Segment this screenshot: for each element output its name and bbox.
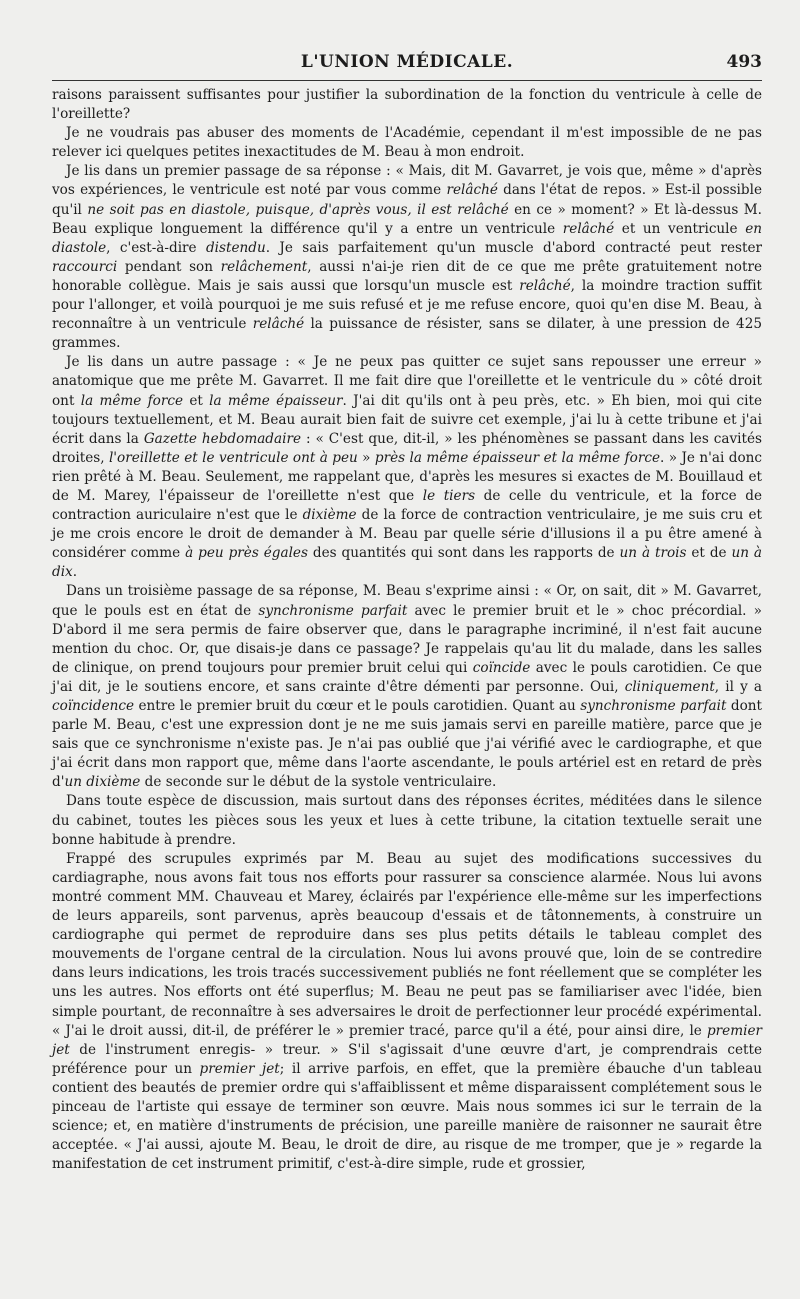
- text-run: ; il arrive parfois, en effet, que la première ébauche d'un tableau contient des beautés de premier ordre qui s'affaiblissent et même disparaissent complétement sous le pinceau de l'artiste qui essaye de terminer son œuvre. Mais nous sommes ici sur le terrain de la science; et, en matière d'instruments de précision, une pareille manière de raisonner ne saurait être acceptée. « J'ai aussi, ajoute M. Beau, le droit de dire, au risque de me tromper, que je » regarde la manifestation de cet instrument primitif, c'est-à-dire simple, rude et grossier,: [52, 1060, 762, 1173]
- header-rule: [52, 80, 762, 81]
- text-run: pendant son: [117, 258, 221, 275]
- italic-text: coïncide: [472, 659, 531, 676]
- text-run: avec le pouls carotidien. Ce que j'ai dit, je le soutiens encore, et sans crainte d'être démenti par personne. Oui,: [52, 659, 762, 695]
- italic-text: relâché: [446, 182, 498, 199]
- italic-text: relâché: [252, 316, 305, 333]
- text-run: . Je sais parfaitement qu'un muscle d'abord contracté peut rester: [265, 239, 762, 256]
- text-run: Je lis dans un autre passage : « Je ne peux pas quitter ce sujet sans repousser une erreur » anatomique que me prête M. Gavarret. Il me fait dire que l'oreillette et le ventricule du » côté droit ont: [52, 354, 762, 409]
- italic-text: à peu près égales: [185, 545, 308, 562]
- text-run: Je lis dans un premier passage de sa réponse : « Mais, dit M. Gavarret, je vois que, même » d'après vos expériences, le ventricule est noté par vous comme: [52, 163, 762, 199]
- italic-text: distendu: [205, 239, 266, 256]
- italic-text: premier jet: [199, 1060, 280, 1077]
- italic-text: raccourci: [52, 258, 118, 275]
- italic-text: près la même épaisseur et la même force: [374, 449, 661, 466]
- text-run: Dans un troisième passage de sa réponse, M. Beau s'exprime ainsi : « Or, on sait, dit » M. Gavarret, que le pouls est en état de: [52, 583, 762, 619]
- running-title: L'UNION MÉDICALE.: [300, 52, 514, 72]
- italic-text: ne soit pas en diastole, puisque, d'après vous, il est relâché: [87, 201, 509, 218]
- text-run: raisons paraissent suffisantes pour justifier la subordination de la fonction du ventricule à celle de l'oreillette?: [52, 87, 762, 123]
- italic-text: coïncidence: [52, 698, 135, 714]
- text-run: de seconde sur le début de la systole ventriculaire.: [140, 774, 497, 791]
- text-run: , il y a: [714, 678, 762, 695]
- paragraph: [52, 86, 762, 124]
- paragraph: [52, 850, 762, 1175]
- italic-text: premier jet: [52, 1022, 762, 1058]
- italic-text: relâchement: [220, 258, 308, 275]
- paragraph: [52, 353, 762, 582]
- italic-text: un à dix: [52, 545, 763, 581]
- text-run: entre le premier bruit du cœur et le pouls carotidien. Quant au: [134, 698, 581, 714]
- italic-text: synchronisme parfait: [580, 698, 727, 714]
- text-run: . » Je n'ai donc rien prêté à M. Beau. Seulement, me rappelant que, d'après les mesures si exactes de M. Bouillaud et de M. Marey, l'épaisseur de l'oreillette n'est que: [52, 449, 762, 504]
- text-run: la puissance de résister, sans se dilater, à une pression de 425 grammes.: [52, 316, 762, 352]
- italic-text: en diastole: [52, 220, 762, 256]
- text-run: avec le premier bruit et le » choc précordial. » D'abord il me sera permis de faire observer que, dans le paragraphe incriminé, il n'est fait aucune mention du choc. Or, que disais-je dans ce passage? Je rappelais qu'au lit du malade, dans les salles de clinique, on prend toujours pour premier bruit celui qui: [52, 602, 763, 676]
- italic-text: relâché: [562, 220, 615, 237]
- text-run: et: [183, 392, 210, 409]
- article-body: [52, 86, 762, 1174]
- text-run: , la moindre traction suffit pour l'allonger, et voilà pourquoi je me suis refusé et je me refuse encore, quoi qu'en dise M. Beau, à reconnaître à un ventricule: [52, 277, 762, 333]
- text-run: de l'instrument enregis- » treur. » S'il s'agissait d'une œuvre d'art, je comprendrais cette préférence pour un: [52, 1041, 762, 1077]
- italic-text: relâché: [519, 277, 571, 294]
- text-run: .: [72, 564, 78, 581]
- italic-text: cliniquement: [624, 678, 715, 695]
- paragraph: [52, 792, 762, 849]
- italic-text: la même épaisseur: [209, 392, 343, 409]
- text-run: dans l'état de repos. » Est-il possible qu'il: [52, 182, 762, 218]
- paragraph: [52, 162, 762, 353]
- text-run: de la force de contraction ventriculaire, je me suis cru et je me crois encore le droit de demander à M. Beau par quelle série d'illusions il a pu être amené à considérer comme: [52, 507, 762, 562]
- paragraph: [52, 124, 762, 162]
- text-run: Dans toute espèce de discussion, mais surtout dans des réponses écrites, méditées dans le silence du cabinet, toutes les pièces sous les yeux et lues à cette tribune, la citation textuelle serait une bonne habitude à prendre.: [52, 793, 762, 848]
- text-run: . J'ai dit qu'ils ont à peu près, etc. » Eh bien, moi qui cite toujours textuellement, et M. Beau aurait bien fait de suivre cet exemple, j'ai lu à cette tribune et j'ai écrit dans la: [52, 392, 763, 447]
- text-run: en ce » moment? » Et là-dessus M. Beau explique longuement la différence qu'il y a entre un ventricule: [52, 201, 762, 237]
- text-run: des quantités qui sont dans les rapports de: [307, 545, 620, 562]
- paragraph: [52, 582, 762, 792]
- text-run: et un ventricule: [614, 220, 746, 237]
- text-run: et de: [686, 545, 732, 562]
- italic-text: la même force: [80, 392, 184, 409]
- italic-text: synchronisme parfait: [258, 602, 408, 619]
- text-run: dont parle M. Beau, c'est une expression dont je ne me suis jamais servi en pareille matière, parce que je sais que ce synchronisme n'existe pas. Je n'ai pas oublié que j'ai vérifié avec le cardiographe, et que j'ai écrit dans mon rapport que, même dans l'aorte ascendante, le pouls artériel est en retard de près d': [52, 698, 762, 791]
- text-run: de celle du ventricule, et la force de contraction auriculaire n'est que le: [52, 487, 763, 524]
- text-run: Je ne voudrais pas abuser des moments de l'Académie, cependant il m'est impossible de ne pas relever ici quelques petites inexactitudes de M. Beau à mon endroit.: [52, 125, 762, 161]
- italic-text: Gazette hebdomadaire: [143, 430, 302, 447]
- italic-text: un à trois: [619, 545, 687, 562]
- text-run: Frappé des scrupules exprimés par M. Beau au sujet des modifications successives du cardiagraphe, nous avons fait tous nos efforts pour rassurer sa conscience alarmée. Nous lui avons montré comment MM. Chauveau et Marey, éclairés par l'expérience elle-même sur les imperfections de leurs appareils, sont parvenus, après beaucoup d'essais et de tâtonnements, à construire un cardiographe qui permet de reproduire dans ses plus petits détails le tableau complet des mouvements de l'organe central de la circulation. Nous lui avons prouvé que, loin de se contredire dans leurs indications, les trois tracés successivement publiés ne font réellement que se compléter les uns les autres. Nos efforts ont été superflus; M. Beau ne peut pas se familiariser avec l'idée, bien simple pourtant, de reconnaître à ses adversaires le droit de perfectionner leur procédé expérimental. « J'ai le droit aussi, dit-il, de préférer le » premier tracé, parce qu'il a été, pour ainsi dire, le: [52, 850, 762, 1039]
- text-run: : « C'est que, dit-il, » les phénomènes se passant dans les cavités droites,: [52, 430, 762, 466]
- text-run: , aussi n'ai-je rien dit de ce que me prête gratuitement notre honorable collègue. Mais je sais aussi que lorsqu'un muscle est: [52, 258, 762, 294]
- italic-text: un dixième: [64, 774, 141, 791]
- italic-text: le tiers: [422, 487, 476, 504]
- italic-text: l'oreillette et le ventricule ont à peu: [108, 449, 358, 466]
- text-run: , c'est-à-dire: [106, 239, 206, 256]
- text-run: »: [357, 449, 375, 466]
- italic-text: dixième: [302, 507, 357, 524]
- page-header: [52, 0, 762, 86]
- page-number: 493: [726, 52, 762, 72]
